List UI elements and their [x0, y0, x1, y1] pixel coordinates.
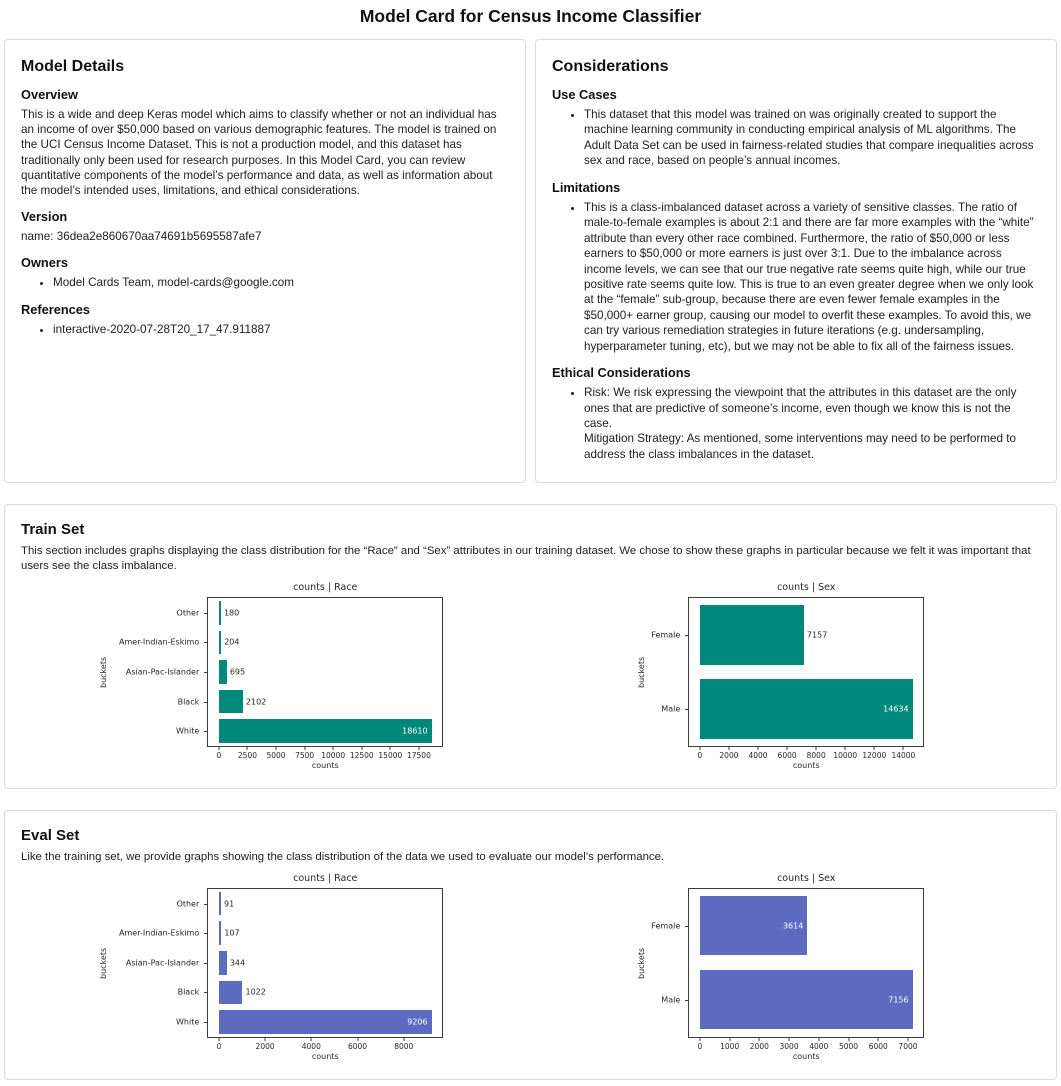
chart-x-tick	[816, 747, 817, 750]
chart-plot-area	[207, 597, 443, 747]
chart-x-tick-label: 15000	[378, 750, 403, 760]
overview-text: This is a wide and deep Keras model which aims to classify whether or not an individual has an income of over $50,000 based on various demographic features. The model is trained on the UCI Census Income Dataset. This is not a production model, and this dataset has traditionally only been used for research purposes. In this Model Card, you can review quantitative components of the model’s performance and data, as well as information about the model’s intended uses, limitations, and ethical considerations.	[21, 108, 497, 198]
chart-title: counts | Sex	[777, 872, 836, 884]
eval-race-chart	[98, 873, 453, 1065]
bar-value-label: 344	[229, 958, 246, 968]
train-set-title: Train Set	[21, 521, 85, 539]
use-cases-list	[552, 107, 1040, 169]
chart-x-tick	[729, 1038, 730, 1041]
chart-x-tick	[845, 747, 846, 750]
owners-heading: Owners	[21, 255, 68, 271]
limitations-heading: Limitations	[552, 179, 621, 195]
chart-x-tick-label: 2000	[749, 1041, 769, 1051]
chart-x-tick	[218, 747, 219, 750]
ethical-considerations-heading: Ethical Considerations	[552, 365, 691, 381]
chart-x-axis	[208, 747, 442, 761]
chart-x-tick-label: 2000	[255, 1041, 275, 1051]
chart-x-tick	[758, 747, 759, 750]
chart-x-axis-label: counts	[311, 1051, 339, 1061]
list-item: • interactive-2020-07-28T20_17_47.911887	[53, 322, 509, 337]
train-sex-chart	[636, 582, 934, 774]
bar-Amer-Indian-Eskimo	[219, 631, 221, 655]
eval-set-description: Like the training set, we provide graphs showing the class distribution of the data we used to evaluate our model’s performance.	[21, 850, 665, 863]
chart-x-tick-label: 1000	[720, 1041, 740, 1051]
chart-x-tick-label: 4000	[301, 1041, 321, 1051]
chart-y-axis-label: buckets	[637, 947, 647, 979]
chart-plot-area	[207, 888, 443, 1038]
chart-x-tick	[357, 1038, 358, 1041]
chart-x-axis-label: counts	[792, 1051, 820, 1061]
chart-y-tick	[204, 702, 207, 703]
chart-x-tick	[759, 1038, 760, 1041]
chart-x-tick-label: 0	[216, 1041, 222, 1051]
list-item: • This dataset that this model was trained on was originally created to support the machine learning community in conducting empirical analysis of ML algorithms. The Adult Data Set can be used in fairness-related studies that compare inequalities across sex and race, based on people’s annual incomes.	[584, 107, 1040, 169]
bar-value-label: 2102	[245, 697, 267, 707]
use-cases-heading: Use Cases	[552, 87, 617, 102]
chart-category-label: White	[175, 726, 200, 736]
train-race-chart	[98, 582, 453, 774]
chart-x-tick-label: 8000	[806, 750, 826, 760]
chart-x-tick	[247, 747, 248, 750]
chart-x-tick-label: 10000	[833, 750, 858, 760]
eval-sex-chart	[636, 873, 934, 1065]
train-race-chart-cell	[21, 582, 531, 774]
chart-x-tick	[265, 1038, 266, 1041]
chart-x-tick	[818, 1038, 819, 1041]
bar-value-label: 180	[223, 608, 240, 618]
bar-Female	[700, 605, 804, 664]
chart-x-tick-label: 0	[216, 750, 222, 760]
chart-y-axis-label: buckets	[99, 947, 109, 979]
chart-y-tick	[204, 1022, 207, 1023]
chart-x-tick	[276, 747, 277, 750]
bar-value-label: 91	[223, 899, 235, 909]
chart-x-tick	[403, 1038, 404, 1041]
chart-y-tick	[204, 992, 207, 993]
bar-Amer-Indian-Eskimo	[219, 921, 221, 945]
chart-x-tick	[789, 1038, 790, 1041]
bar-Male	[700, 970, 913, 1029]
chart-x-tick	[699, 747, 700, 750]
chart-x-tick-label: 7000	[898, 1041, 918, 1051]
chart-x-tick	[903, 747, 904, 750]
bar-Asian-Pac-Islander	[219, 660, 227, 684]
chart-x-tick-label: 3000	[779, 1041, 799, 1051]
chart-x-axis	[689, 1038, 923, 1052]
bar-value-label: 3614	[782, 921, 804, 931]
bar-value-label: 14634	[883, 704, 909, 714]
bar-Other	[219, 892, 221, 916]
chart-y-tick	[204, 642, 207, 643]
list-item: • Model Cards Team, model-cards@google.com	[53, 275, 509, 290]
chart-y-tick	[685, 709, 688, 710]
chart-x-tick-label: 6000	[777, 750, 797, 760]
chart-category-label: Black	[177, 697, 200, 707]
chart-y-tick	[204, 963, 207, 964]
chart-x-tick	[848, 1038, 849, 1041]
bar-value-label: 18610	[402, 726, 428, 736]
chart-x-tick	[333, 747, 334, 750]
chart-x-tick	[728, 747, 729, 750]
chart-x-tick-label: 0	[697, 750, 703, 760]
chart-x-axis	[689, 747, 923, 761]
chart-category-label: Male	[661, 995, 681, 1005]
chart-x-tick-label: 4000	[809, 1041, 829, 1051]
bar-Other	[219, 601, 221, 625]
mitigation-text: Mitigation Strategy: As mentioned, some interventions may need to be performed to address the class imbalances in the dataset.	[584, 432, 1017, 461]
version-heading: Version	[21, 209, 68, 225]
chart-category-label: Female	[651, 921, 681, 931]
chart-y-tick	[204, 933, 207, 934]
bar-Male	[700, 679, 913, 738]
chart-title: counts | Race	[293, 581, 358, 593]
chart-category-label: Black	[177, 987, 200, 997]
bar-White	[219, 1010, 432, 1034]
chart-category-label: Asian-Pac-Islander	[125, 667, 200, 677]
chart-x-tick	[218, 1038, 219, 1041]
chart-x-tick-label: 6000	[347, 1041, 368, 1051]
chart-x-tick	[874, 747, 875, 750]
chart-y-tick	[204, 613, 207, 614]
chart-x-tick-label: 12500	[349, 750, 374, 760]
top-cards-row	[4, 39, 1057, 483]
chart-plot-area	[688, 597, 924, 747]
chart-x-tick	[361, 747, 362, 750]
chart-y-tick	[204, 904, 207, 905]
chart-x-tick-label: 5000	[838, 1041, 859, 1051]
chart-y-tick	[204, 672, 207, 673]
chart-x-tick	[418, 747, 419, 750]
chart-y-tick	[204, 731, 207, 732]
chart-x-tick	[787, 747, 788, 750]
chart-x-tick-label: 2000	[719, 750, 739, 760]
eval-set-card	[4, 810, 1057, 1080]
train-set-card	[4, 504, 1057, 789]
chart-x-tick-label: 0	[697, 1041, 703, 1051]
chart-x-tick	[304, 747, 305, 750]
eval-race-chart-cell	[21, 873, 531, 1065]
model-details-card	[4, 39, 526, 483]
considerations-title: Considerations	[552, 58, 669, 75]
chart-title: counts | Race	[293, 872, 358, 884]
model-details-title: Model Details	[21, 58, 125, 75]
chart-category-label: Amer-Indian-Eskimo	[119, 928, 200, 938]
chart-x-tick-label: 14000	[891, 750, 916, 760]
chart-x-axis-label: counts	[311, 760, 339, 770]
eval-charts-row	[21, 873, 1040, 1065]
limitations-list	[552, 200, 1040, 354]
chart-x-tick	[699, 1038, 700, 1041]
bar-value-label: 1022	[245, 987, 266, 997]
chart-x-tick	[907, 1038, 908, 1041]
chart-y-axis-label: buckets	[99, 656, 109, 688]
chart-x-tick	[390, 747, 391, 750]
chart-x-tick-label: 7500	[295, 750, 315, 760]
bar-value-label: 204	[224, 637, 240, 647]
chart-category-label: Other	[176, 608, 200, 618]
ethical-considerations-list	[552, 385, 1040, 462]
list-item	[584, 385, 1040, 462]
chart-y-tick	[685, 635, 688, 636]
bar-value-label: 695	[229, 667, 246, 677]
considerations-card	[535, 39, 1057, 483]
chart-x-tick	[878, 1038, 879, 1041]
chart-x-tick-label: 10000	[321, 750, 346, 760]
chart-y-axis-label: buckets	[637, 656, 647, 688]
chart-x-tick-label: 2500	[237, 750, 257, 760]
eval-sex-chart-cell	[531, 873, 1041, 1065]
references-heading: References	[21, 301, 91, 317]
chart-plot-area	[688, 888, 924, 1038]
bar-value-label: 7156	[888, 995, 909, 1005]
chart-x-tick-label: 6000	[868, 1041, 888, 1051]
list-item: • This is a class-imbalanced dataset across a variety of sensitive classes. The ratio of male-to-female examples is about 2:1 and there are far more examples with the “white” attribute than every other race combined. Furthermore, the ratio of $50,000 or less earners to $50,000 or more earners is just over 3:1. Due to the imbalance across income levels, we can see that our true negative rate seems quite high, while our true positive rate seems quite low. This is true to an even greater degree when we only look at the “female” sub-group, because there are even fewer female examples in the $50,000+ earner group, causing our model to overfit these examples. To avoid this, we can try various remediation strategies in future iterations (e.g. undersampling, hyperparameter tuning, etc), but we may not be able to fix all of the fairness issues.	[584, 200, 1040, 354]
chart-x-tick-label: 8000	[394, 1041, 414, 1051]
chart-title: counts | Sex	[777, 581, 836, 593]
bar-Black	[219, 690, 243, 714]
page-title: Model Card for Census Income Classifier	[359, 6, 702, 26]
chart-x-tick-label: 4000	[748, 750, 768, 760]
eval-set-title: Eval Set	[21, 826, 80, 844]
chart-category-label: White	[175, 1017, 200, 1027]
chart-y-tick	[685, 926, 688, 927]
bar-White	[219, 719, 432, 743]
bar-value-label: 107	[224, 928, 240, 938]
chart-category-label: Amer-Indian-Eskimo	[119, 637, 200, 647]
bar-value-label: 7157	[806, 630, 828, 640]
chart-y-tick	[685, 1000, 688, 1001]
chart-x-axis-label: counts	[792, 760, 820, 770]
references-list	[21, 322, 509, 337]
train-sex-chart-cell	[531, 582, 1041, 774]
chart-category-label: Female	[651, 630, 681, 640]
chart-x-tick-label: 12000	[862, 750, 887, 760]
bar-Black	[219, 981, 243, 1005]
chart-category-label: Asian-Pac-Islander	[125, 958, 200, 968]
chart-category-label: Other	[176, 899, 200, 909]
chart-x-axis	[208, 1038, 442, 1052]
version-text: name: 36dea2e860670aa74691b5695587afe7	[21, 230, 262, 244]
train-charts-row	[21, 582, 1040, 774]
bar-value-label: 9206	[407, 1017, 428, 1027]
chart-x-tick-label: 17500	[406, 750, 431, 760]
chart-x-tick	[311, 1038, 312, 1041]
train-set-description: This section includes graphs displaying the class distribution for the “Race” and “Sex” attributes in our training dataset. We chose to show these graphs in particular because we felt it was important that users see the class imbalance.	[21, 545, 1031, 573]
chart-category-label: Male	[661, 704, 681, 714]
chart-x-tick-label: 5000	[266, 750, 286, 760]
owners-list	[21, 275, 509, 290]
risk-text: • Risk: We risk expressing the viewpoint that the attributes in this dataset are the only ones that are predictive of someone’s income, even though we know this is not the case.	[584, 386, 1017, 430]
overview-heading: Overview	[21, 87, 78, 102]
bar-Asian-Pac-Islander	[219, 951, 227, 975]
